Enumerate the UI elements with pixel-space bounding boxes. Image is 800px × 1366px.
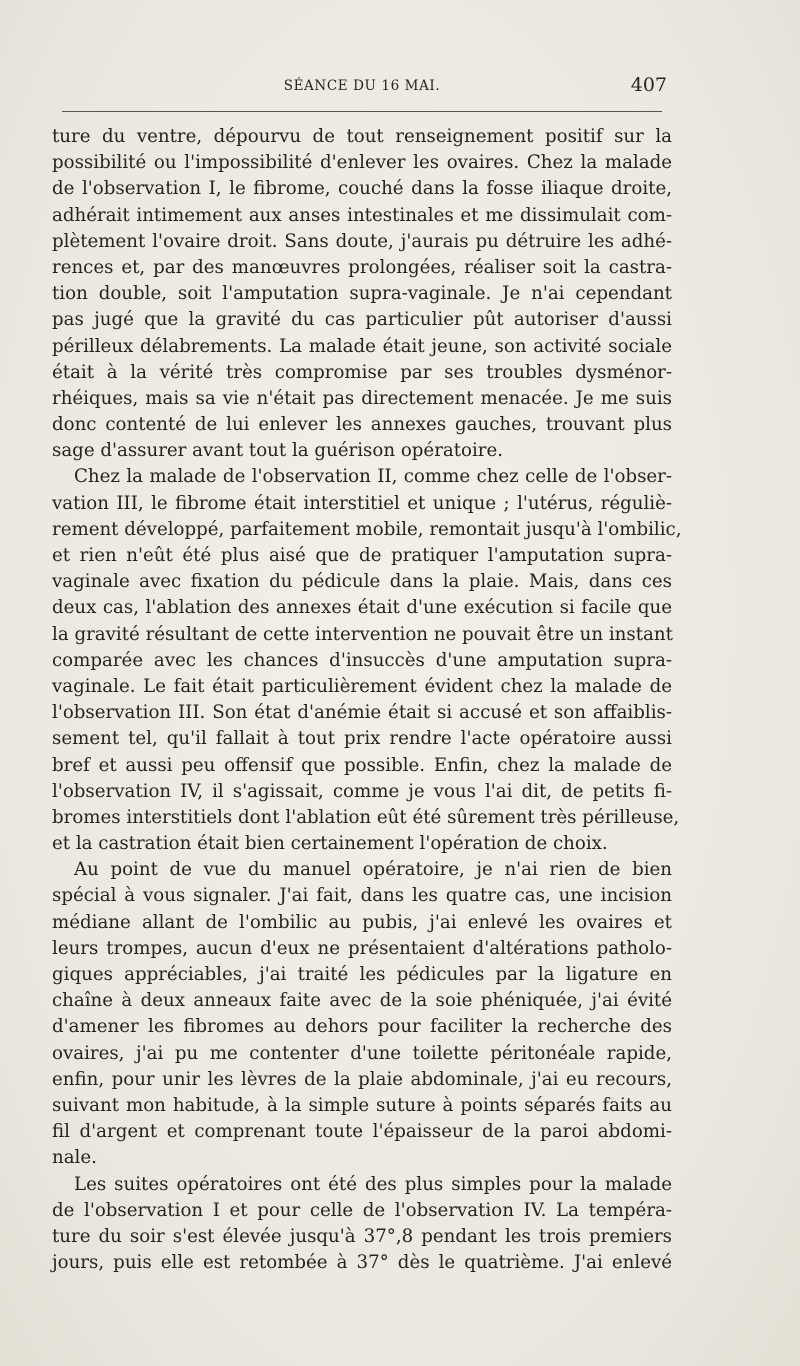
text-line: ovaires, j'ai pu me contenter d'une toilette péritonéale rapide, (52, 1042, 672, 1064)
text-line: fil d'argent et comprenant toute l'épaisseur de la paroi abdomi- (52, 1121, 672, 1143)
text-line: et rien n'eût été plus aisé que de pratiquer l'amputation supra- (52, 545, 672, 566)
text-line: de l'observation I et pour celle de l'observation IV. La tempéra- (52, 1199, 672, 1221)
body-text (52, 124, 682, 1276)
page-header (57, 74, 667, 102)
text-line: giques appréciables, j'ai traité les pédicules par la ligature en (52, 964, 672, 985)
text-line: était à la vérité très compromise par ses troubles dysménor- (52, 361, 672, 383)
running-title: SÉANCE DU 16 MAI. (283, 78, 441, 94)
text-line: pas jugé que la gravité du cas particulier pût autoriser d'aussi (52, 309, 672, 331)
text-line: vaginale avec fixation du pédicule dans la plaie. Mais, dans ces (52, 571, 672, 593)
text-line: d'amener les fibromes au dehors pour faciliter la recherche des (52, 1016, 672, 1038)
text-line: et la castration était bien certainement l'opération de choix. (52, 833, 608, 855)
text-line: leurs trompes, aucun d'eux ne présentaient d'altérations patholo- (52, 937, 672, 959)
text-line: vation III, le fibrome était interstitiel et unique ; l'utérus, réguliè- (52, 492, 672, 514)
text-line: deux cas, l'ablation des annexes était d'une exécution si facile que (52, 597, 672, 619)
text-line: bromes interstitiels dont l'ablation eût été sûrement très périlleuse, (52, 806, 680, 828)
text-line: chaîne à deux anneaux faite avec de la soie phéniquée, j'ai évité (52, 990, 672, 1012)
text-line: l'observation III. Son état d'anémie était si accusé et son affaiblis- (52, 702, 672, 724)
text-line: sement tel, qu'il fallait à tout prix rendre l'acte opératoire aussi (52, 728, 672, 750)
text-line: jours, puis elle est retombée à 37° dès le quatrième. J'ai enlevé (52, 1252, 672, 1274)
header-rule (62, 111, 662, 112)
text-line: nale. (52, 1147, 97, 1169)
text-line: la gravité résultant de cette intervention ne pouvait être un instant (52, 623, 673, 645)
text-line: l'observation IV, il s'agissait, comme je vous l'ai dit, de petits fi- (52, 780, 672, 802)
text-line: ture du soir s'est élevée jusqu'à 37°,8 pendant les trois premiers (52, 1225, 672, 1247)
text-line: tion double, soit l'amputation supra-vaginale. Je n'ai cependant (52, 283, 672, 305)
text-line: rement développé, parfaitement mobile, remontait jusqu'à l'ombilic, (52, 518, 682, 540)
text-line: comparée avec les chances d'insuccès d'une amputation supra- (52, 649, 672, 671)
text-line: plètement l'ovaire droit. Sans doute, j'aurais pu détruire les adhé- (52, 230, 672, 252)
text-line: suivant mon habitude, à la simple suture à points séparés faits au (52, 1094, 672, 1116)
text-line: donc contenté de lui enlever les annexes gauches, trouvant plus (52, 414, 672, 436)
text-line: vaginale. Le fait était particulièrement évident chez la malade de (52, 675, 672, 697)
text-line: sage d'assurer avant tout la guérison opératoire. (52, 440, 504, 462)
page-number: 407 (630, 74, 667, 96)
text-line: rhéiques, mais sa vie n'était pas directement menacée. Je me suis (52, 387, 672, 409)
text-line: Au point de vue du manuel opératoire, je n'ai rien de bien (74, 859, 672, 881)
text-line: enfin, pour unir les lèvres de la plaie abdominale, j'ai eu recours, (52, 1068, 672, 1090)
text-line: Les suites opératoires ont été des plus simples pour la malade (74, 1173, 672, 1195)
text-line: spécial à vous signaler. J'ai fait, dans les quatre cas, une incision (52, 885, 672, 907)
text-line: ture du ventre, dépourvu de tout renseignement positif sur la (52, 126, 672, 147)
text-line: adhérait intimement aux anses intestinales et me dissimulait com- (52, 204, 672, 226)
text-line: médiane allant de l'ombilic au pubis, j'ai enlevé les ovaires et (52, 911, 672, 933)
text-line: de l'observation I, le fibrome, couché dans la fosse iliaque droite, (52, 178, 672, 200)
text-line: Chez la malade de l'observation II, comme chez celle de l'obser- (74, 466, 672, 488)
text-line: périlleux délabrements. La malade était jeune, son activité sociale (52, 335, 672, 357)
text-line: bref et aussi peu offensif que possible. Enfin, chez la malade de (52, 754, 672, 776)
text-line: rences et, par des manœuvres prolongées, réaliser soit la castra- (52, 256, 672, 278)
text-line: possibilité ou l'impossibilité d'enlever les ovaires. Chez la malade (52, 152, 672, 174)
